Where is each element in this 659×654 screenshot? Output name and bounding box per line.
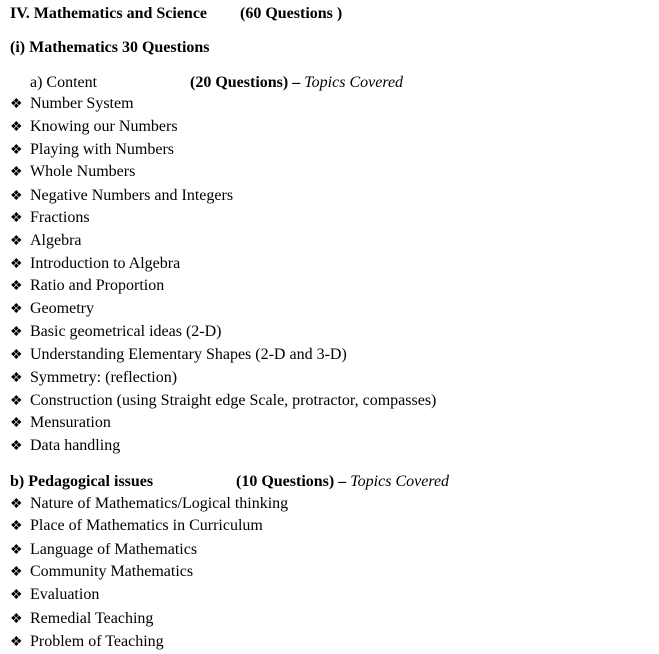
list-item-text: Problem of Teaching (30, 633, 164, 650)
list-item (10, 585, 99, 606)
list-item (10, 208, 90, 229)
diamond-bullet-icon: ❖ (10, 371, 23, 386)
diamond-bullet-icon: ❖ (10, 234, 23, 249)
pedagogy-subheading-row (10, 472, 650, 492)
list-item (10, 345, 347, 366)
list-item (10, 254, 180, 275)
diamond-bullet-icon: ❖ (10, 257, 23, 272)
pedagogy-label: b) Pedagogical issues (10, 473, 154, 490)
list-item (10, 562, 193, 583)
diamond-bullet-icon: ❖ (10, 348, 23, 363)
diamond-bullet-icon: ❖ (10, 143, 23, 158)
list-item (10, 299, 94, 320)
content-count-text: (20 Questions) – (190, 74, 301, 91)
diamond-bullet-icon: ❖ (10, 325, 23, 340)
list-item (10, 391, 436, 412)
diamond-bullet-icon: ❖ (10, 394, 23, 409)
list-item (10, 436, 120, 457)
list-item (10, 162, 135, 183)
list-item (10, 494, 288, 515)
diamond-bullet-icon: ❖ (10, 120, 23, 135)
diamond-bullet-icon: ❖ (10, 189, 23, 204)
list-item-text: Remedial Teaching (30, 610, 154, 627)
list-item (10, 186, 233, 207)
pedagogy-count-text: (10 Questions) – (236, 473, 347, 490)
list-item-text: Ratio and Proportion (30, 277, 165, 294)
diamond-bullet-icon: ❖ (10, 519, 23, 534)
list-item-text: Place of Mathematics in Curriculum (30, 517, 263, 534)
diamond-bullet-icon: ❖ (10, 302, 23, 317)
diamond-bullet-icon: ❖ (10, 543, 23, 558)
list-item-text: Construction (using Straight edge Scale, protractor, compasses) (30, 392, 437, 409)
list-item (10, 632, 164, 653)
list-item-text: Number System (30, 95, 134, 112)
pedagogy-topics-covered: Topics Covered (350, 473, 450, 490)
list-item (10, 609, 153, 630)
list-item-text: Understanding Elementary Shapes (2-D and 3-D) (30, 346, 347, 363)
list-item-text: Data handling (30, 437, 121, 454)
list-item-text: Knowing our Numbers (30, 118, 178, 135)
list-item-text: Nature of Mathematics/Logical thinking (30, 495, 289, 512)
list-item (10, 516, 263, 537)
diamond-bullet-icon: ❖ (10, 635, 23, 650)
diamond-bullet-icon: ❖ (10, 612, 23, 627)
list-item (10, 540, 197, 561)
list-item-text: Negative Numbers and Integers (30, 187, 234, 204)
pedagogy-question-count (236, 472, 449, 492)
list-item-text: Language of Mathematics (30, 541, 198, 558)
list-item-text: Basic geometrical ideas (2-D) (30, 323, 222, 340)
diamond-bullet-icon: ❖ (10, 211, 23, 226)
diamond-bullet-icon: ❖ (10, 97, 23, 112)
content-label: a) Content (30, 74, 98, 91)
list-item-text: Algebra (30, 232, 82, 249)
list-item-text: Playing with Numbers (30, 141, 174, 158)
list-item (10, 413, 111, 434)
list-item-text: Whole Numbers (30, 163, 136, 180)
math-heading: (i) Mathematics 30 Questions (10, 39, 210, 56)
diamond-bullet-icon: ❖ (10, 565, 23, 580)
list-item-text: Mensuration (30, 414, 111, 431)
section-heading-row (10, 4, 343, 24)
content-question-count (190, 73, 403, 93)
list-item-text: Community Mathematics (30, 563, 194, 580)
diamond-bullet-icon: ❖ (10, 497, 23, 512)
list-item (10, 140, 174, 161)
list-item (10, 322, 221, 343)
list-item (10, 368, 177, 389)
diamond-bullet-icon: ❖ (10, 439, 23, 454)
list-item-text: Geometry (30, 300, 94, 317)
section-heading: IV. Mathematics and Science (10, 5, 208, 22)
section-question-count: (60 Questions ) (240, 5, 343, 22)
diamond-bullet-icon: ❖ (10, 588, 23, 603)
diamond-bullet-icon: ❖ (10, 165, 23, 180)
list-item-text: Evaluation (30, 586, 100, 603)
diamond-bullet-icon: ❖ (10, 416, 23, 431)
list-item (10, 117, 178, 138)
list-item (10, 94, 134, 115)
content-topics-covered: Topics Covered (304, 74, 404, 91)
list-item-text: Fractions (30, 209, 90, 226)
list-item (10, 276, 164, 297)
list-item-text: Introduction to Algebra (30, 255, 181, 272)
list-item-text: Symmetry: (reflection) (30, 369, 178, 386)
content-subheading-row (30, 73, 630, 93)
diamond-bullet-icon: ❖ (10, 279, 23, 294)
list-item (10, 231, 82, 252)
